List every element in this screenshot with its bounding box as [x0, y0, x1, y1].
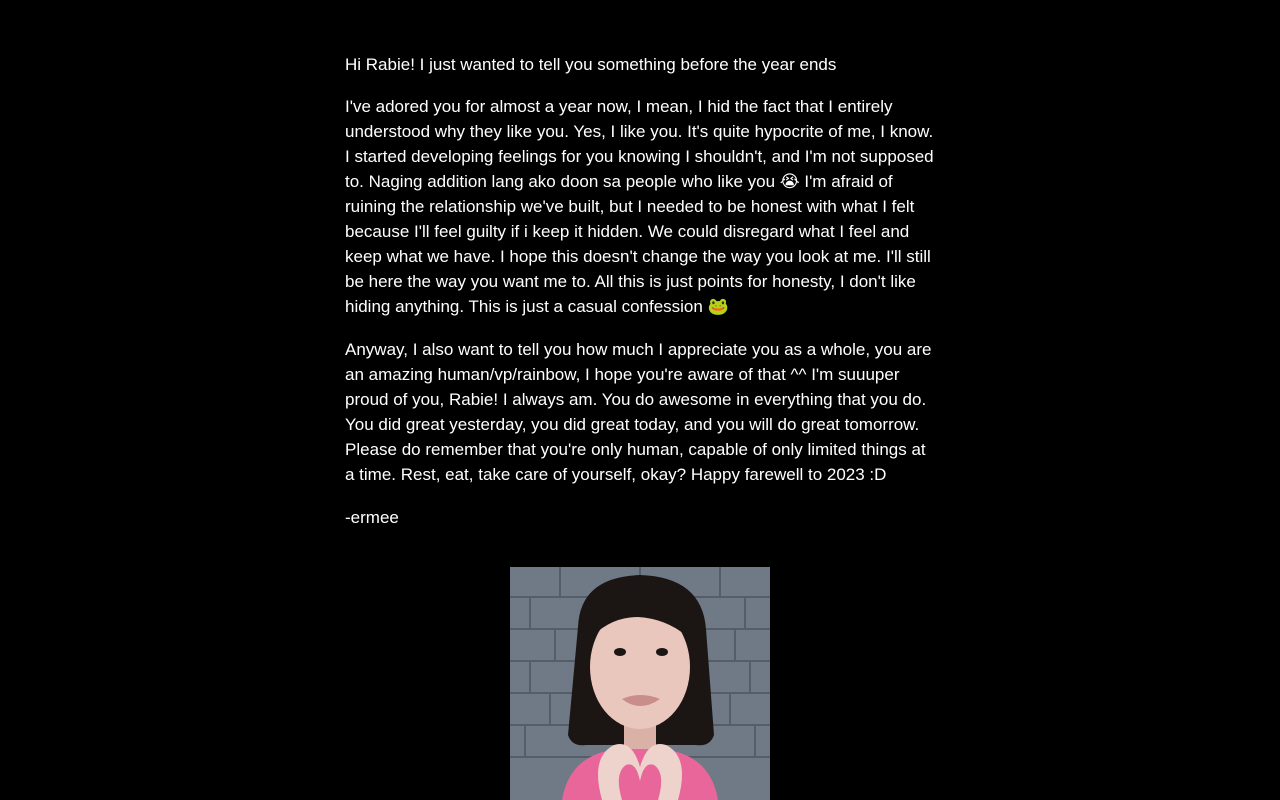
- photo-illustration: [510, 567, 770, 800]
- letter-signature: -ermee: [345, 508, 399, 527]
- photo: [510, 567, 770, 800]
- letter-body: [345, 52, 937, 530]
- letter-paragraph-2: Anyway, I also want to tell you how much I appreciate you as a whole, you are an amazing human/vp/rainbow, I hope you're aware of that ^^ I'm suuuper proud of you, Rabie! I always am. You do awesome in everything that you do. You did great yesterday, you did great today, and you will do great tomorrow. Please do remember that you're only human, capable of only limited things at a time. Rest, eat, take care of yourself, okay? Happy farewell to 2023 :D: [345, 340, 932, 484]
- letter-paragraph-1: I've adored you for almost a year now, I mean, I hid the fact that I entirely understood why they like you. Yes, I like you. It's quite hypocrite of me, I know. I started developing feelings for you knowing I shouldn't, and I'm not supposed to. Naging addition lang ako doon sa people who like you 😭 I'm afraid of ruining the relationship we've built, but I needed to be honest with what I felt because I'll feel guilty if i keep it hidden. We could disregard what I feel and keep what we have. I hope this doesn't change the way you look at me. I'll still be here the way you want me to. All this is just points for honesty, I don't like hiding anything. This is just a casual confession 🐸: [345, 97, 934, 316]
- letter-greeting: Hi Rabie! I just wanted to tell you something before the year ends: [345, 55, 837, 74]
